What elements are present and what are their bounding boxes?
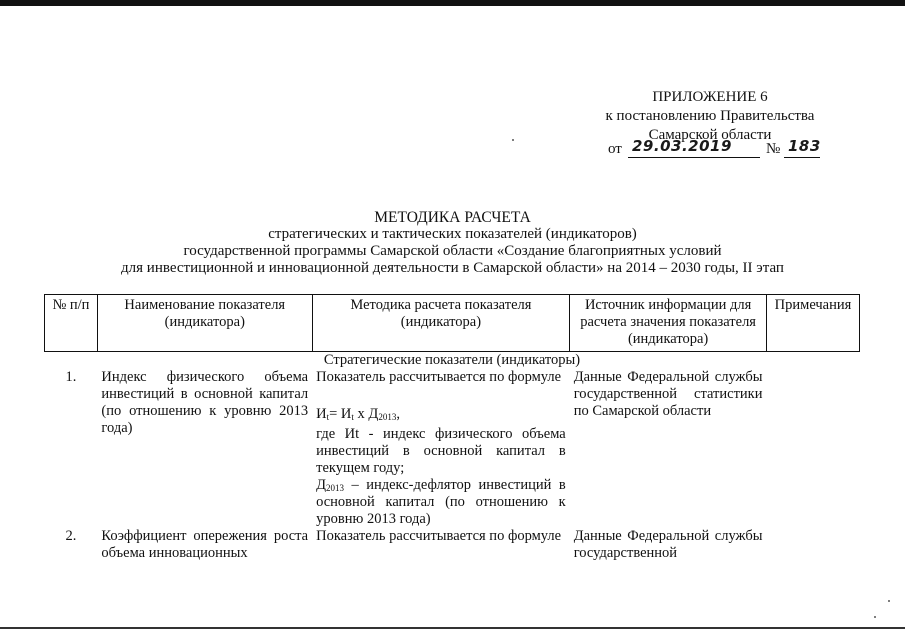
methodology-table xyxy=(44,294,860,562)
scan-speck xyxy=(512,139,514,141)
method-where: где Иt - индекс физического объема инвестиций в основной капитал в текущем году; xyxy=(316,426,566,476)
table-header-row xyxy=(45,295,860,352)
table-row xyxy=(45,369,860,528)
header-calculation-method: Методика расчета показателя (индикатора) xyxy=(312,295,570,352)
information-source: Данные Федеральной службы государственной xyxy=(573,528,763,561)
date-underline xyxy=(628,157,760,158)
page-bottom-border xyxy=(0,627,905,629)
number-underline xyxy=(784,157,820,158)
document-title xyxy=(0,209,905,277)
deflator-text: – индекс-дефлятор инвестиций в основной капитал (по отношению к уровню 2013 года) xyxy=(316,477,566,527)
row-number: 1. xyxy=(65,369,77,385)
formula-lhs-subscript: t xyxy=(326,412,330,422)
appendix-line-region: Самарской области xyxy=(648,127,772,143)
formula-rhs-subscript: 2013 xyxy=(378,412,397,422)
indicator-name: Индекс физического объема инвестиций в основной капитал (по отношению к уровню 2013 года) xyxy=(101,369,309,436)
page-top-border xyxy=(0,0,905,6)
calculation-method xyxy=(312,369,570,528)
document-title-line-3: государственной программы Самарской области «Создание благоприятных условий xyxy=(183,243,722,259)
table-row xyxy=(45,528,860,562)
indicator-name: Коэффициент опережения роста объема инновационных xyxy=(101,528,309,561)
formula-mid-subscript: t xyxy=(351,412,354,422)
handwritten-date: 29.03.2019 xyxy=(632,137,732,155)
scan-speck xyxy=(874,616,876,618)
row-number: 2. xyxy=(65,528,77,544)
calculation-method: Показатель рассчитывается по формуле xyxy=(316,528,562,544)
document-title-line-4: для инвестиционной и инновационной деятельности в Самарской области» на 2014 – 2030 годы, II этап xyxy=(121,260,784,276)
notes-cell xyxy=(766,528,859,562)
formula xyxy=(316,406,566,423)
method-intro: Показатель рассчитывается по формуле xyxy=(316,369,562,385)
information-source: Данные Федеральной службы государственной статистики по Самарской области xyxy=(573,369,763,419)
header-indicator-name: Наименование показателя (индикатора) xyxy=(97,295,312,352)
appendix-date-number-row xyxy=(608,137,828,161)
formula-multiply: x Д xyxy=(353,406,379,422)
section-heading: Стратегические показатели (индикаторы) xyxy=(323,352,581,368)
header-notes: Примечания xyxy=(766,295,859,352)
formula-end: , xyxy=(396,406,400,422)
number-label: № xyxy=(766,141,781,157)
document-heading: МЕТОДИКА РАСЧЕТА xyxy=(374,209,531,226)
notes-cell xyxy=(766,369,859,528)
from-label: от xyxy=(608,141,622,157)
header-number: № п/п xyxy=(45,295,98,352)
handwritten-number: 183 xyxy=(788,137,821,155)
appendix-title: ПРИЛОЖЕНИЕ 6 xyxy=(652,89,768,105)
scan-speck xyxy=(888,600,890,602)
deflator-subscript: 2013 xyxy=(326,483,345,493)
header-information-source: Источник информации для расчета значения показателя (индикатора) xyxy=(570,295,767,352)
deflator-symbol: Д xyxy=(316,477,327,493)
formula-equals: = И xyxy=(329,406,352,422)
document-title-line-2: стратегических и тактических показателей (индикаторов) xyxy=(268,226,637,242)
appendix-line-resolution: к постановлению Правительства xyxy=(605,108,815,124)
formula-lhs: И xyxy=(316,406,327,422)
section-heading-row xyxy=(45,352,860,370)
